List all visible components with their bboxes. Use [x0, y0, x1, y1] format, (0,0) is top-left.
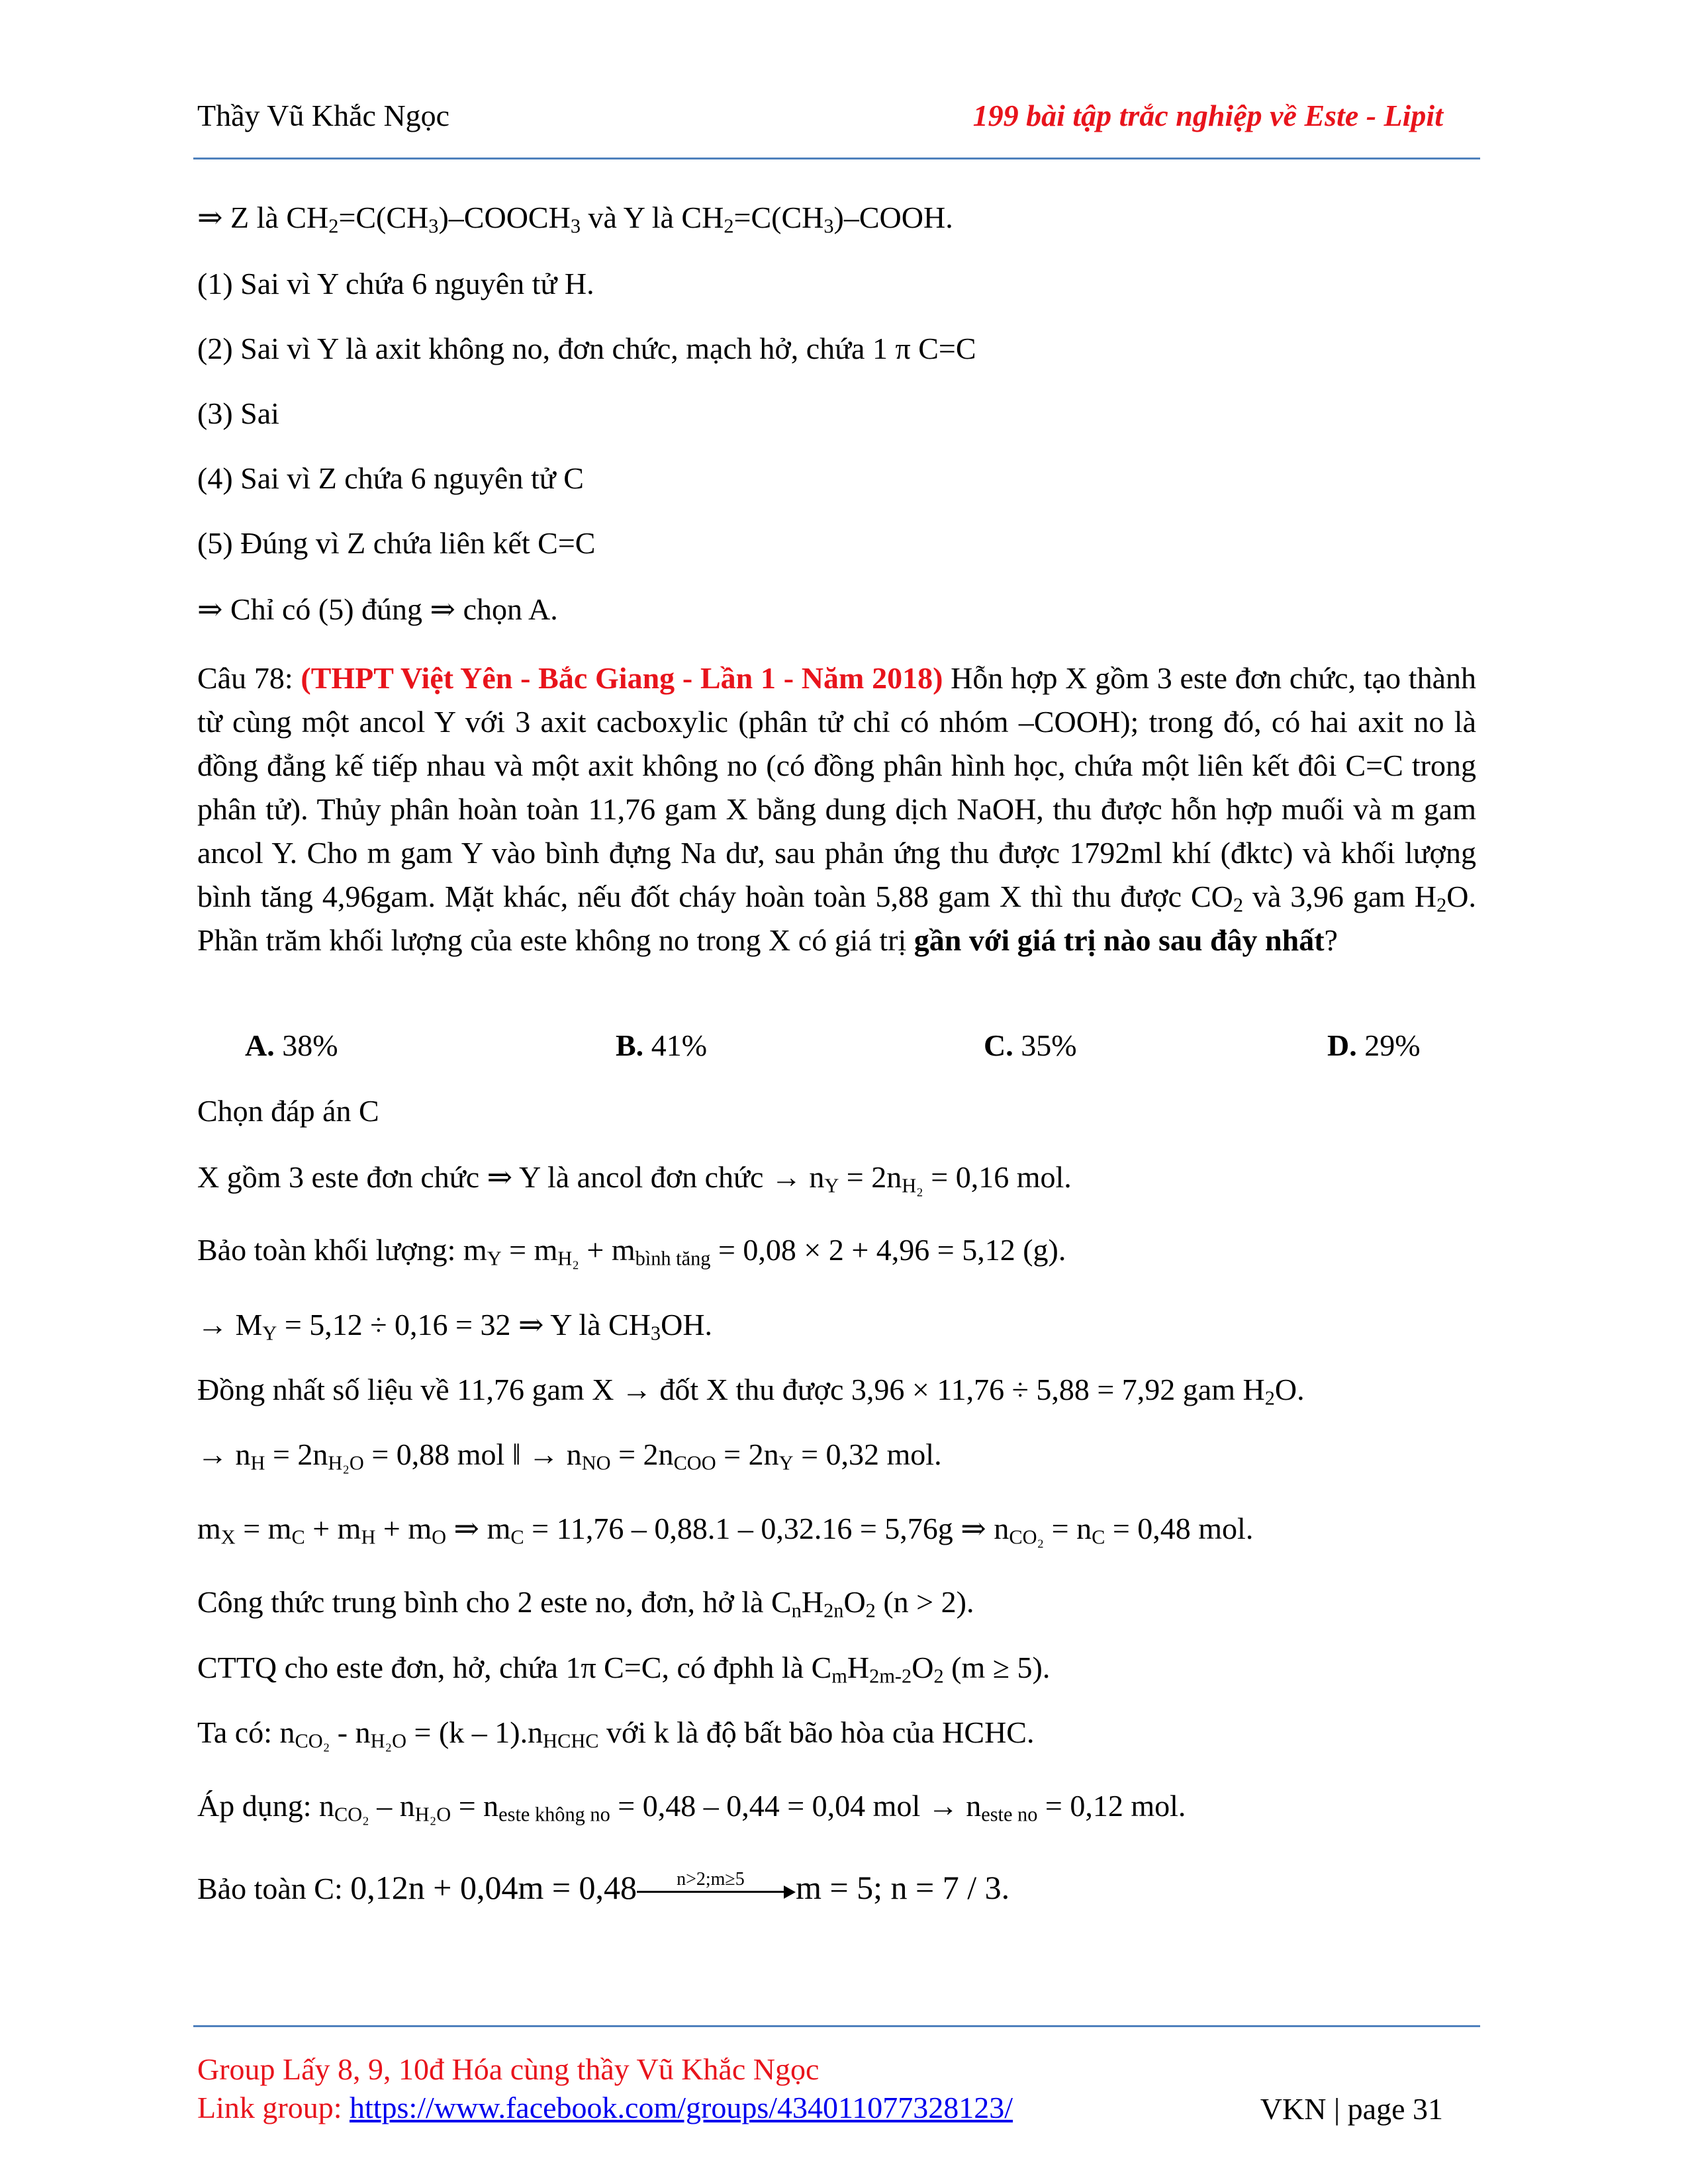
text-segment: O	[912, 1651, 934, 1684]
text-segment: → M	[197, 1308, 263, 1342]
subscript: H₂	[557, 1247, 579, 1270]
text-segment: = 2n	[610, 1437, 674, 1471]
subscript: Y	[487, 1247, 502, 1270]
subscript: 2	[865, 1599, 876, 1622]
text-segment: = 0,32 mol.	[793, 1437, 942, 1471]
text-segment: và 3,96 gam H	[1243, 880, 1437, 913]
subscript: H₂	[902, 1174, 923, 1197]
subscript: 2	[1264, 1387, 1275, 1410]
text-segment: =C(CH	[338, 201, 429, 234]
text-segment: (n > 2).	[875, 1585, 974, 1619]
footer-link-line	[197, 2090, 1013, 2125]
subscript: este no	[981, 1803, 1038, 1826]
text-segment: Hỗn hợp X gồm 3 este đơn chức, tạo thành từ cùng một ancol Y với 3 axit cacboxylic (phân tử chỉ có nhóm –COOH); trong đó, có hai axit no là đồng đẳng kế tiếp nhau và một axit không no (có đồng phân hình học, chứa một liên kết đôi C=C trong phân tử). Thủy phân hoàn toàn 11,76 gam X bằng dung dịch NaOH, thu được hỗn hợp muối và m gam ancol Y. Cho m gam Y vào bình đựng Na dư, sau phản ứng thu được 1792ml khí (đktc) và khối lượng bình tăng 4,96gam. Mặt khác, nếu đốt cháy hoàn toàn 5,88 gam X thì thu được CO	[197, 661, 1476, 913]
subscript: 2	[724, 214, 734, 238]
subscript: C	[510, 1525, 524, 1549]
text-segment: = 0,48 – 0,44 = 0,04 mol → n	[610, 1789, 982, 1823]
subscript: 2m-2	[869, 1664, 912, 1688]
text-segment: Chọn đáp án C	[197, 1094, 379, 1128]
text-segment: gần với giá trị nào sau đây nhất	[914, 923, 1325, 957]
subscript: H₂O	[370, 1729, 407, 1752]
option-b	[616, 1028, 707, 1063]
subscript: C	[1092, 1525, 1105, 1549]
subscript: O	[432, 1525, 447, 1549]
text-segment: = 11,76 – 0,88.1 – 0,32.16 = 5,76g ⇒ n	[524, 1512, 1009, 1545]
option-letter: B.	[616, 1028, 644, 1062]
solution-line	[197, 1232, 1066, 1269]
text-segment: CTTQ cho este đơn, hở, chứa 1π C=C, có đphh là C	[197, 1651, 832, 1684]
text-segment: (2) Sai vì Y là axit không no, đơn chức, mạch hở, chứa 1 π C=C	[197, 332, 976, 365]
option-value: 35%	[1021, 1028, 1077, 1062]
text-segment: )–COOH.	[833, 201, 953, 234]
subscript: NO	[581, 1451, 611, 1475]
subscript: 2	[1233, 893, 1244, 917]
page-number: VKN | page 31	[1260, 2092, 1443, 2126]
text-segment: → n	[197, 1437, 251, 1471]
text-segment: = n	[1044, 1512, 1092, 1545]
text-segment: m	[197, 1512, 221, 1545]
text-segment: + m	[305, 1512, 361, 1545]
text-segment: – n	[369, 1789, 415, 1823]
equation-lhs: 0,12n + 0,04m = 0,48	[350, 1869, 637, 1906]
solution-line	[197, 1788, 1186, 1825]
subscript: X	[220, 1525, 236, 1549]
option-value: 41%	[651, 1028, 708, 1062]
carbon-balance-line	[197, 1869, 1009, 1907]
subscript: Y	[262, 1322, 277, 1345]
text-segment: O	[843, 1585, 866, 1619]
option-value: 38%	[282, 1028, 338, 1062]
option-letter: D.	[1327, 1028, 1357, 1062]
text-segment: = 0,12 mol.	[1037, 1789, 1186, 1823]
text-segment: ?	[1324, 923, 1338, 957]
text-line	[197, 460, 584, 497]
subscript: C	[291, 1525, 305, 1549]
solution-line	[197, 1649, 1050, 1686]
text-segment: =C(CH	[733, 201, 824, 234]
text-segment: (m ≥ 5).	[943, 1651, 1051, 1684]
text-segment: X gồm 3 este đơn chức ⇒ Y là ancol đơn chức → n	[197, 1160, 825, 1194]
text-segment: O. Phần trăm khối lượng của este không no trong X có giá trị	[197, 880, 1476, 957]
arrow-condition: n>2;m≥5	[677, 1869, 745, 1890]
subscript: CO₂	[295, 1729, 330, 1752]
text-segment: (4) Sai vì Z chứa 6 nguyên tử C	[197, 461, 584, 495]
solution-line	[197, 1714, 1034, 1751]
text-segment: OH.	[661, 1308, 713, 1342]
subscript: H₂O	[328, 1451, 364, 1475]
subscript: HCHC	[543, 1729, 599, 1752]
text-line	[197, 525, 595, 562]
text-segment: (1) Sai vì Y chứa 6 nguyên tử H.	[197, 267, 594, 300]
footer-group: Group Lấy 8, 9, 10đ Hóa cùng thầy Vũ Khắc Ngọc	[197, 2052, 820, 2086]
text-segment: H	[801, 1585, 824, 1619]
text-line	[197, 265, 594, 302]
equation-rhs: m = 5; n = 7 / 3.	[796, 1869, 1010, 1906]
subscript: 2	[933, 1664, 944, 1688]
solution-line	[197, 1159, 1072, 1196]
text-segment: Áp dụng: n	[197, 1789, 334, 1823]
text-segment: và Y là CH	[581, 201, 724, 234]
option-c	[984, 1028, 1077, 1063]
subscript: H₂O	[414, 1803, 451, 1826]
solution-line	[197, 1306, 712, 1343]
text-segment: Ta có: n	[197, 1715, 295, 1749]
solution-line	[197, 1436, 942, 1473]
subscript: 3	[570, 214, 581, 238]
text-segment: + m	[375, 1512, 432, 1545]
subscript: 2n	[823, 1599, 844, 1622]
text-segment: Bảo toàn khối lượng: m	[197, 1233, 487, 1267]
question-source: (THPT Việt Yên - Bắc Giang - Lần 1 - Năm 2018)	[301, 661, 943, 695]
subscript: Y	[824, 1174, 839, 1197]
text-segment: = 2n	[265, 1437, 328, 1471]
text-segment: (5) Đúng vì Z chứa liên kết C=C	[197, 526, 596, 560]
text-segment: = 0,08 × 2 + 4,96 = 5,12 (g).	[710, 1233, 1066, 1267]
header-divider	[193, 158, 1480, 159]
text-segment: = 2n	[716, 1437, 779, 1471]
text-segment: = m	[235, 1512, 292, 1545]
footer-divider	[193, 2025, 1480, 2027]
text-segment: Đồng nhất số liệu về 11,76 gam X → đốt X thu được 3,96 × 11,76 ÷ 5,88 = 7,92 gam H	[197, 1373, 1265, 1406]
text-segment: Câu 78:	[197, 661, 301, 695]
text-segment: ⇒ Chỉ có (5) đúng ⇒ chọn A.	[197, 592, 558, 626]
subscript: CO₂	[334, 1803, 369, 1826]
text-segment: = 0,16 mol.	[923, 1160, 1072, 1194]
text-segment: O.	[1274, 1373, 1305, 1406]
text-segment: + m	[579, 1233, 635, 1267]
option-a	[245, 1028, 338, 1063]
footer-link-label: Link group:	[197, 2091, 350, 2124]
text-segment: ⇒ Z là CH	[197, 201, 329, 234]
question-78	[197, 657, 1476, 962]
solution-line	[197, 1584, 974, 1621]
text-segment: = 2n	[839, 1160, 902, 1194]
option-value: 29%	[1364, 1028, 1421, 1062]
text-line	[197, 591, 558, 628]
solution-line	[197, 1510, 1253, 1547]
subscript: 3	[428, 214, 439, 238]
text-line	[197, 330, 976, 367]
subscript: bình tăng	[635, 1247, 711, 1270]
text-segment: = (k – 1).n	[406, 1715, 543, 1749]
text-segment: Công thức trung bình cho 2 este no, đơn, hở là C	[197, 1585, 792, 1619]
subscript: COO	[673, 1451, 716, 1475]
solution-line	[197, 1093, 379, 1130]
subscript: n	[791, 1599, 802, 1622]
facebook-group-link[interactable]: https://www.facebook.com/groups/434011077328123/	[349, 2091, 1013, 2124]
option-letter: A.	[245, 1028, 275, 1062]
text-segment: H	[847, 1651, 870, 1684]
subscript: m	[831, 1664, 847, 1688]
text-segment: = n	[451, 1789, 499, 1823]
subscript: 2	[1436, 893, 1447, 917]
text-segment: = 5,12 ÷ 0,16 = 32 ⇒ Y là CH	[277, 1308, 651, 1342]
text-segment: (3) Sai	[197, 396, 279, 430]
arrow-icon	[637, 1869, 796, 1898]
text-segment: = 0,48 mol.	[1105, 1512, 1254, 1545]
subscript: 2	[328, 214, 339, 238]
option-d	[1327, 1028, 1421, 1063]
text-segment: ⇒ m	[446, 1512, 511, 1545]
header-title: 199 bài tập trắc nghiệp về Este - Lipit	[972, 99, 1443, 132]
text-segment: với k là độ bất bão hòa của HCHC.	[598, 1715, 1035, 1749]
subscript: este không no	[498, 1803, 610, 1826]
subscript: 3	[823, 214, 834, 238]
text-segment: = m	[501, 1233, 558, 1267]
text-line	[197, 395, 279, 432]
subscript: Y	[778, 1451, 794, 1475]
text-segment: = 0,88 mol ‖ → n	[363, 1437, 582, 1471]
subscript: CO₂	[1009, 1525, 1045, 1549]
subscript: 3	[650, 1322, 661, 1345]
subscript: H	[361, 1525, 376, 1549]
text-segment: )–COOCH	[438, 201, 571, 234]
text-segment: - n	[330, 1715, 371, 1749]
subscript: H	[250, 1451, 265, 1475]
header-author: Thầy Vũ Khắc Ngọc	[197, 99, 450, 132]
solution-line	[197, 1371, 1305, 1408]
option-letter: C.	[984, 1028, 1013, 1062]
text-line	[197, 199, 953, 236]
carbon-balance-label: Bảo toàn C:	[197, 1872, 351, 1905]
